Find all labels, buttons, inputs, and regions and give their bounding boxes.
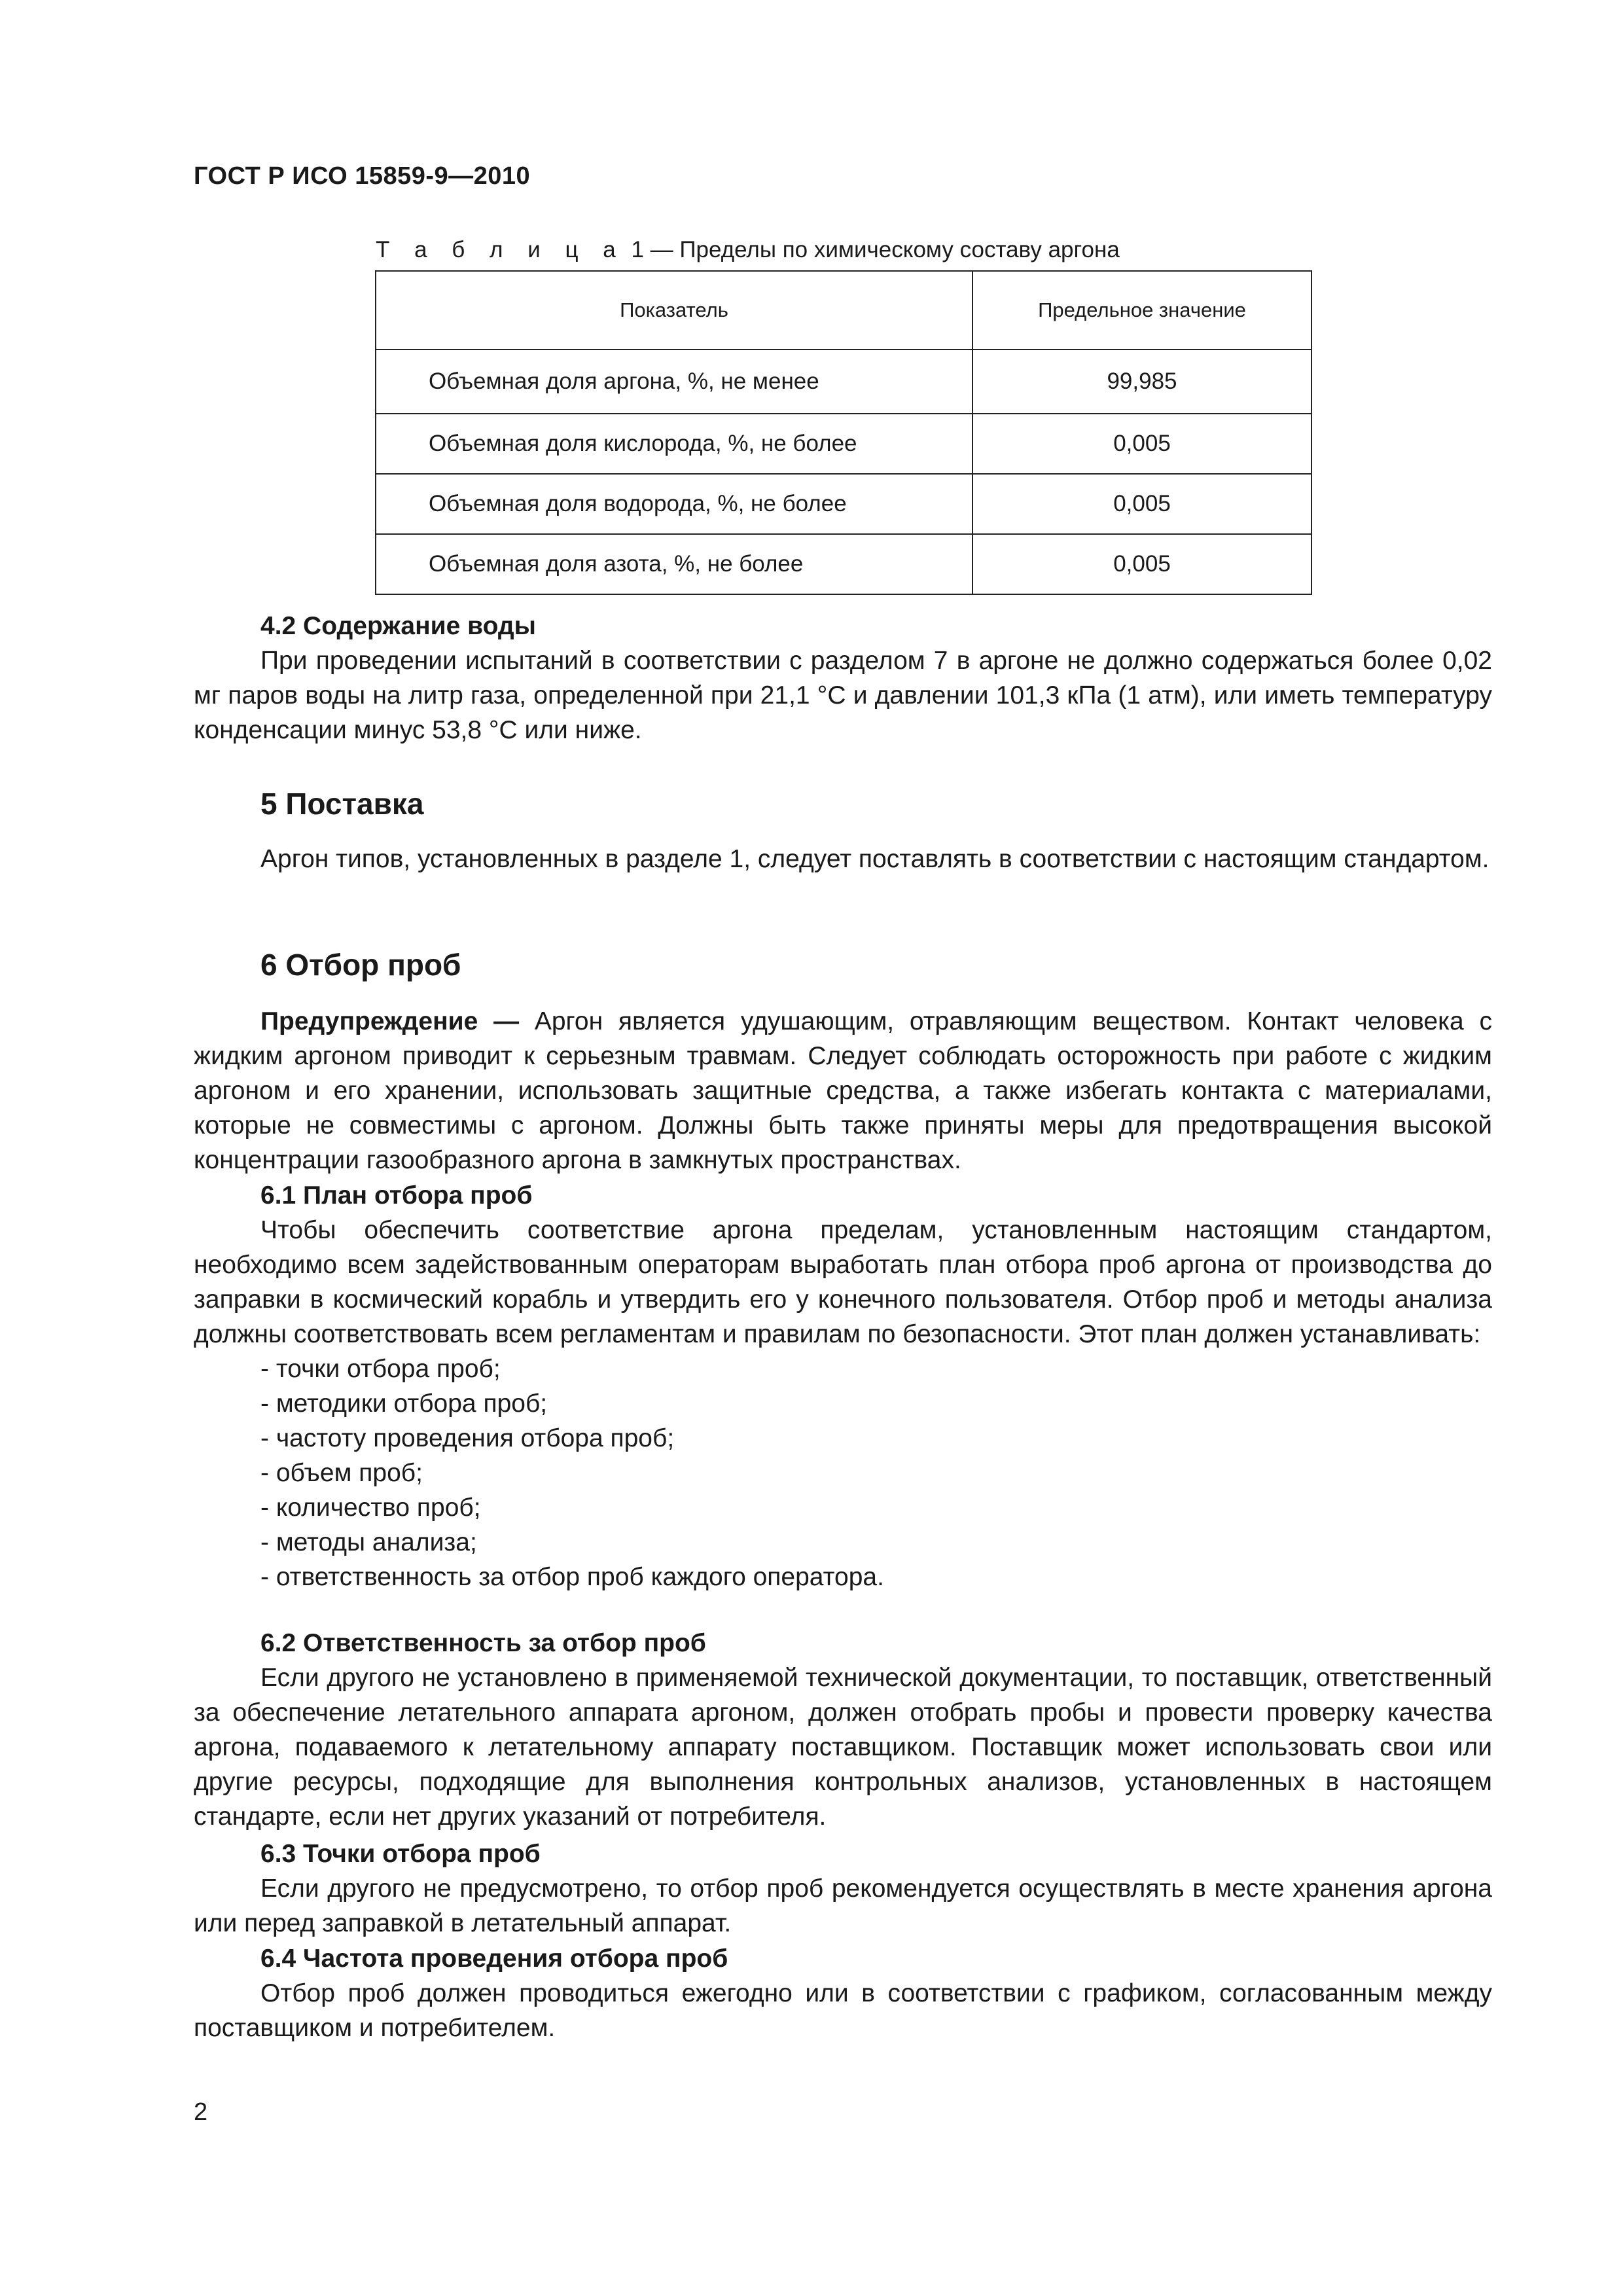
table-row [376, 534, 1311, 594]
row-indicator: Объемная доля азота, %, не более [376, 534, 972, 594]
section-6-3 [194, 1837, 1492, 1941]
list-item: - частоту проведения отбора проб; [260, 1421, 1492, 1456]
section-6-1 [194, 1178, 1492, 1594]
list-item: - ответственность за отбор проб каждого оператора. [260, 1560, 1492, 1594]
section-heading: 4.2 Содержание воды [260, 612, 536, 640]
section-4-2 [194, 609, 1492, 747]
row-indicator: Объемная доля кислорода, %, не более [376, 414, 972, 474]
paragraph: Если другого не установлено в применяемой технической документации, то поставщик, ответственный за обеспечение летательного аппарата аргоном, должен отобрать пробы и провести проверку качества аргона, подаваемого к летательному аппарату поставщиком. Поставщик может использовать свои или другие ресурсы, подходящие для выполнения контрольных анализов, установленных в настоящем стандарте, если нет других указаний от потребителя. [194, 1664, 1492, 1831]
list-item: - методики отбора проб; [260, 1386, 1492, 1421]
section-6-2 [194, 1626, 1492, 1834]
table-row [376, 474, 1311, 534]
column-header-limit: Предельное значение [972, 271, 1311, 350]
row-value: 99,985 [972, 350, 1311, 414]
paragraph: При проведении испытаний в соответствии с разделом 7 в аргоне не должно содержаться более 0,02 мг паров воды на литр газа, определенной при 21,1 °С и давлении 101,3 кПа (1 атм), или иметь температуру конденсации минус 53,8 °С или ниже. [194, 647, 1492, 744]
row-value: 0,005 [972, 474, 1311, 534]
section-heading: 6.2 Ответственность за отбор проб [260, 1629, 706, 1657]
section-heading: 6.3 Точки отбора проб [260, 1840, 541, 1868]
paragraph: Чтобы обеспечить соответствие аргона пределам, установленным настоящим стандартом, необходимо всем задействованным операторам выработать план отбора проб аргона от производства до заправки в космический корабль и утвердить его у конечного пользователя. Отбор проб и методы анализа должны соответствовать всем регламентам и правилам по безопасности. Этот план должен устанавливать: [194, 1216, 1492, 1348]
table-row [376, 350, 1311, 414]
table-caption [376, 237, 1120, 263]
table-header-row [376, 271, 1311, 350]
paragraph: Аргон типов, установленных в разделе 1, следует поставлять в соответствии с настоящим стандартом. [260, 845, 1489, 873]
list-item: - точки отбора проб; [260, 1352, 1492, 1386]
page-number: 2 [194, 2098, 208, 2126]
list-item: - количество проб; [260, 1490, 1492, 1525]
list-item: - методы анализа; [260, 1525, 1492, 1560]
paragraph: Отбор проб должен проводиться ежегодно или в соответствии с графиком, согласованным между поставщиком и потребителем. [194, 1979, 1492, 2042]
section-6-4 [194, 1941, 1492, 2045]
column-header-indicator: Показатель [376, 271, 972, 350]
warning-label: Предупреждение — [260, 1007, 520, 1035]
section-5 [194, 784, 1492, 876]
section-heading: 6 Отбор проб [260, 948, 461, 982]
requirements-list [194, 1352, 1492, 1594]
table-caption-label: Т а б л и ц а [376, 237, 625, 262]
row-indicator: Объемная доля водорода, %, не более [376, 474, 972, 534]
warning-paragraph [194, 1004, 1492, 1177]
argon-limits-table [375, 270, 1312, 595]
section-6 [194, 945, 1492, 1177]
row-value: 0,005 [972, 534, 1311, 594]
paragraph: Если другого не предусмотрено, то отбор проб рекомендуется осуществлять в месте хранения аргона или перед заправкой в летательный аппарат. [194, 1874, 1492, 1937]
section-heading: 5 Поставка [260, 787, 424, 821]
section-heading: 6.4 Частота проведения отбора проб [260, 1945, 728, 1973]
list-item: - объем проб; [260, 1456, 1492, 1490]
section-heading: 6.1 План отбора проб [260, 1181, 533, 1210]
row-indicator: Объемная доля аргона, %, не менее [376, 350, 972, 414]
row-value: 0,005 [972, 414, 1311, 474]
document-header: ГОСТ Р ИСО 15859-9—2010 [194, 162, 531, 190]
warning-text: Аргон является удушающим, отравляющим веществом. Контакт человека с жидким аргоном приводит к серьезным травмам. Следует соблюдать осторожность при работе с жидким аргоном и его хранении, использовать защитные средства, а также избегать контакта с материалами, которые не совместимы с аргоном. Должны быть также приняты меры для предотвращения высокой концентрации газообразного аргона в замкнутых пространствах. [194, 1007, 1492, 1174]
table-row [376, 414, 1311, 474]
table-caption-text: 1 — Пределы по химическому составу аргона [631, 237, 1120, 262]
